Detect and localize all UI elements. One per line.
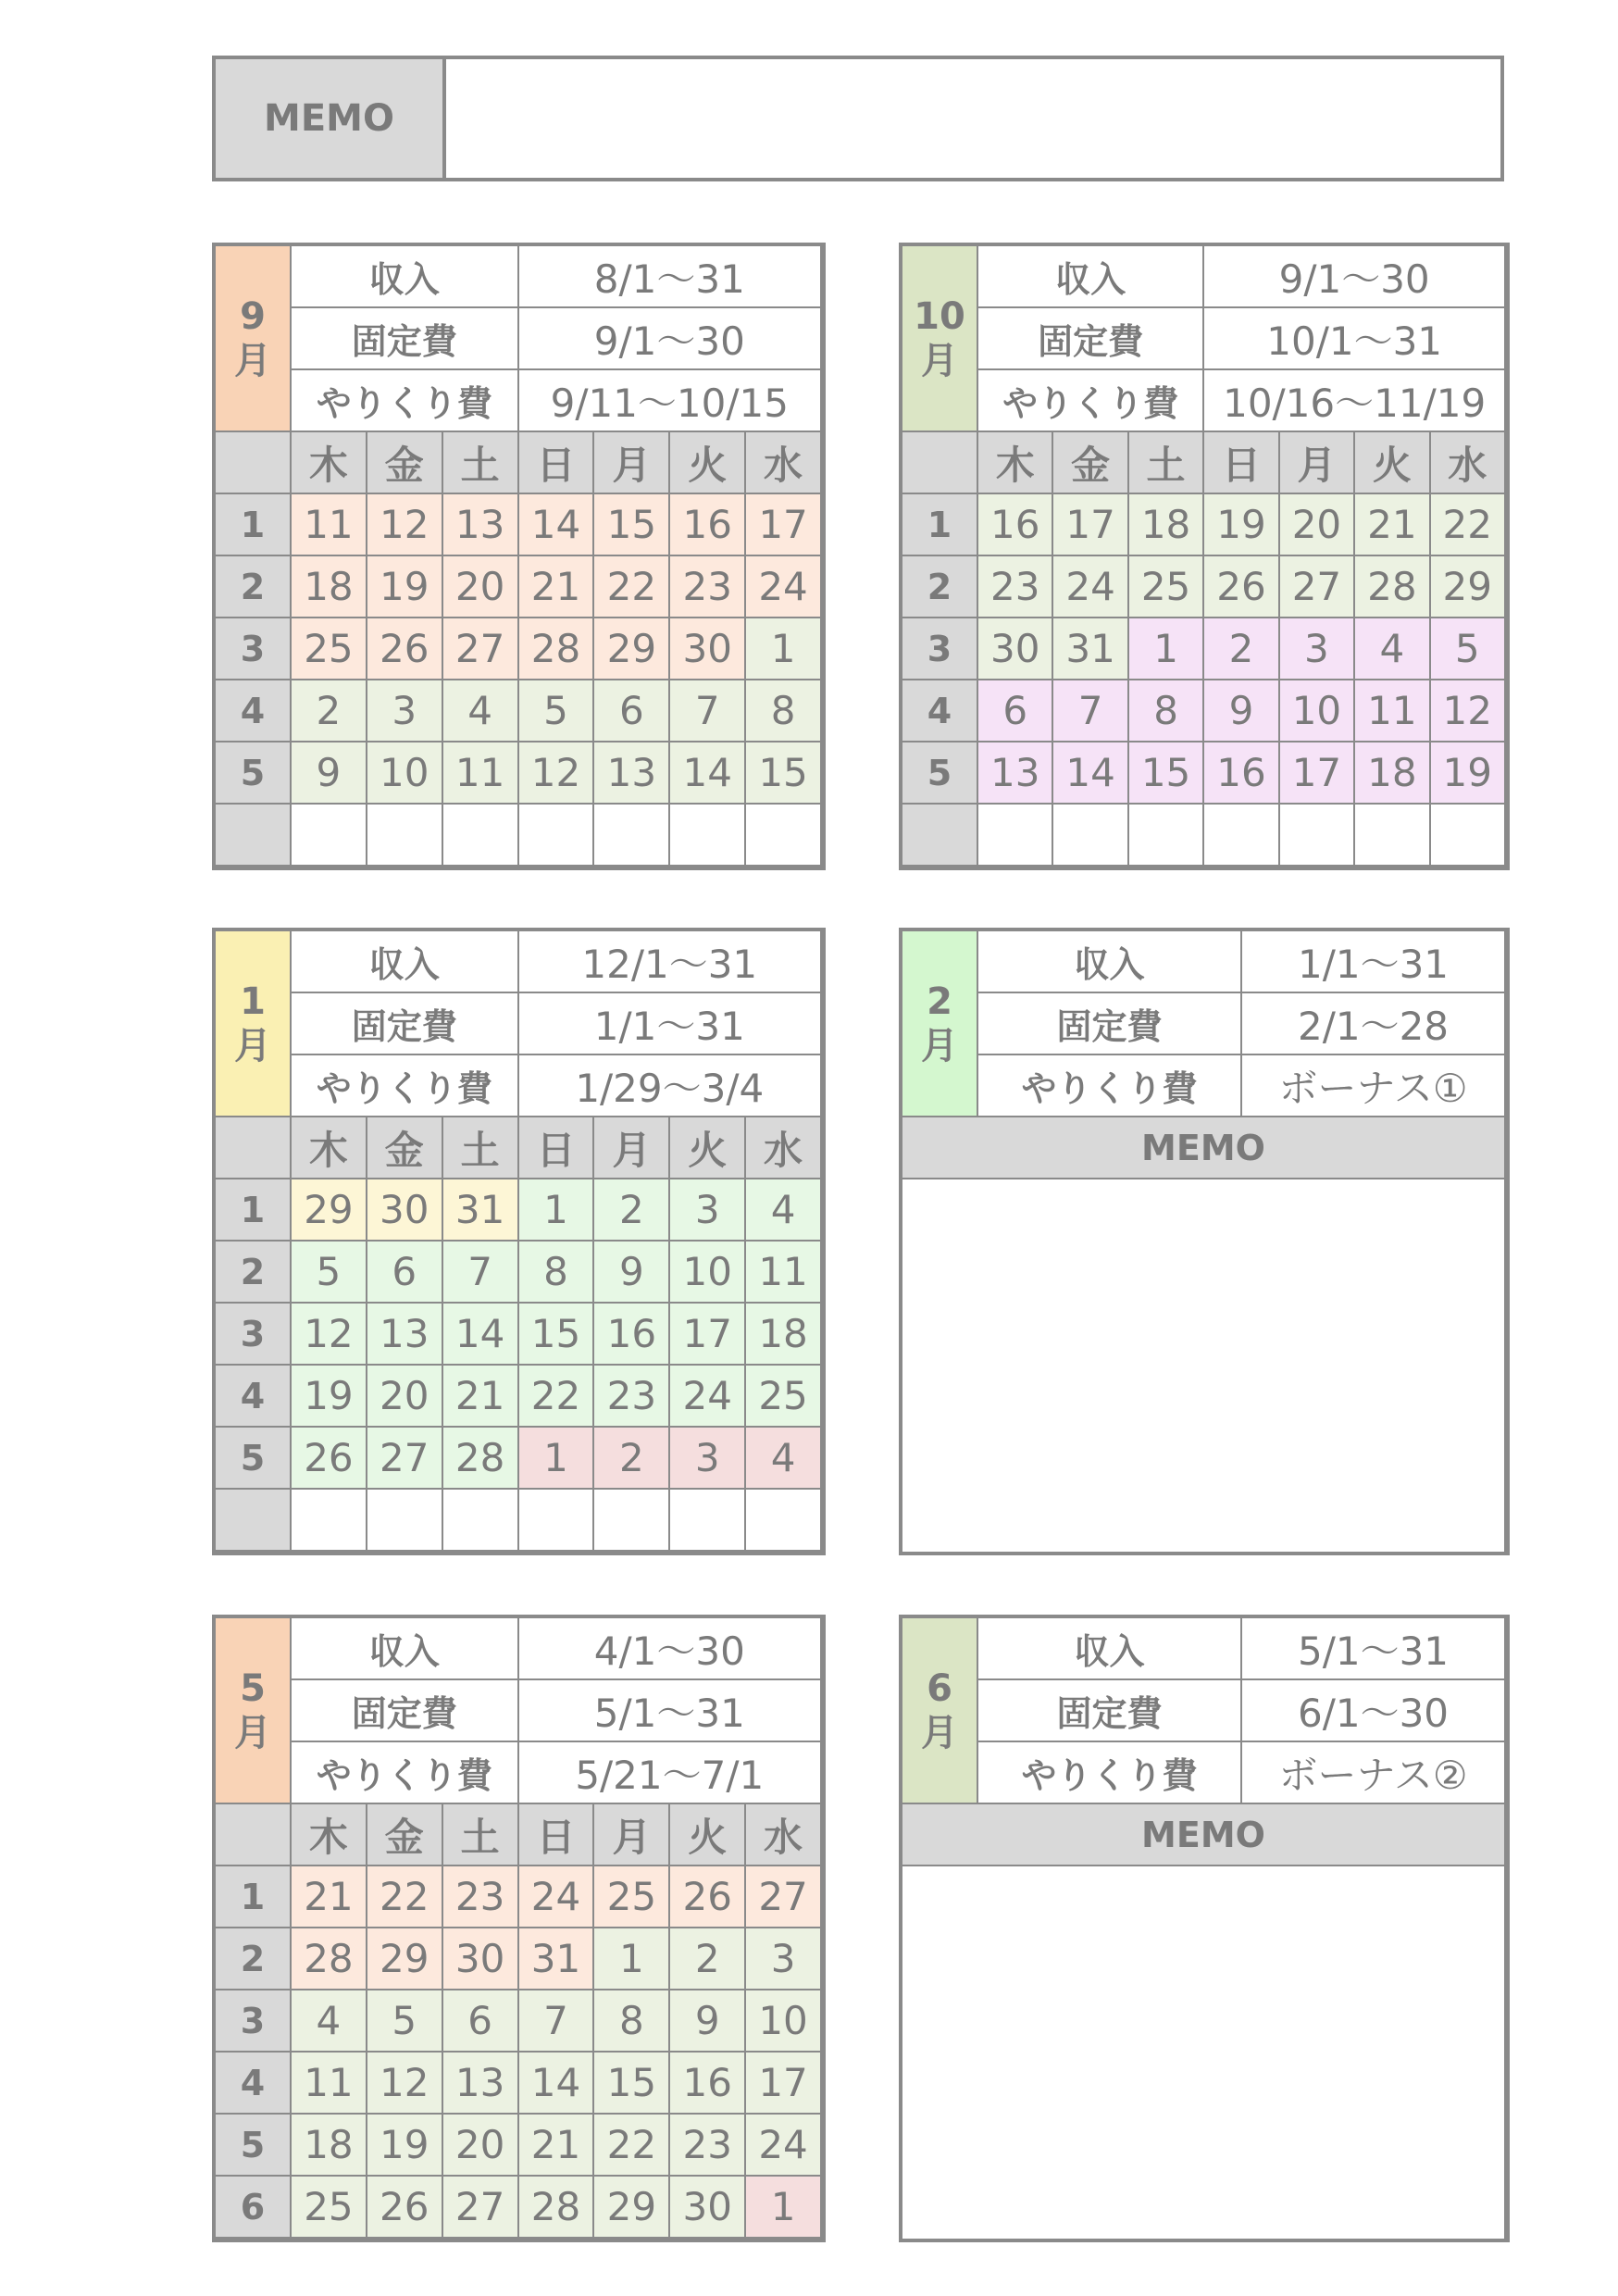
- day-cell[interactable]: [746, 1490, 822, 1552]
- week-number: 6: [216, 2177, 292, 2239]
- day-cell[interactable]: [1280, 805, 1355, 867]
- day-cell[interactable]: 26: [367, 618, 443, 680]
- summary-grid: [902, 931, 1506, 1552]
- day-cell[interactable]: 14: [519, 2053, 595, 2115]
- day-cell[interactable]: 13: [443, 2053, 519, 2115]
- day-cell[interactable]: 19: [1204, 494, 1279, 556]
- day-cell[interactable]: 22: [594, 2115, 670, 2177]
- day-cell[interactable]: 31: [519, 1928, 595, 1990]
- weekday-header: 日: [1204, 432, 1279, 494]
- day-cell[interactable]: 26: [292, 1428, 367, 1490]
- day-cell[interactable]: 20: [1280, 494, 1355, 556]
- day-cell[interactable]: 18: [746, 1304, 822, 1366]
- day-cell[interactable]: 25: [292, 2177, 367, 2239]
- day-cell[interactable]: 27: [746, 1866, 822, 1928]
- info-label: 固定費: [292, 1680, 519, 1742]
- day-cell[interactable]: 12: [519, 742, 595, 805]
- day-cell[interactable]: 3: [746, 1928, 822, 1990]
- week-number: 1: [216, 494, 292, 556]
- day-cell[interactable]: [746, 805, 822, 867]
- weekday-header: 日: [519, 1804, 595, 1866]
- day-cell[interactable]: 9: [670, 1990, 746, 2053]
- summary-grid: [902, 1618, 1506, 2239]
- day-cell[interactable]: 15: [594, 2053, 670, 2115]
- day-cell[interactable]: 18: [1355, 742, 1430, 805]
- day-cell[interactable]: 27: [443, 618, 519, 680]
- week-number: 3: [902, 618, 978, 680]
- day-cell[interactable]: 9: [1204, 680, 1279, 742]
- info-value: 5/21〜7/1: [519, 1742, 822, 1804]
- day-cell[interactable]: 5: [519, 680, 595, 742]
- info-value: 12/1〜31: [519, 931, 822, 993]
- day-cell[interactable]: 26: [1204, 556, 1279, 618]
- info-label: やりくり費: [978, 1055, 1242, 1117]
- day-cell[interactable]: 17: [670, 1304, 746, 1366]
- day-cell[interactable]: 6: [367, 1242, 443, 1304]
- week-number: 2: [902, 556, 978, 618]
- day-cell[interactable]: 7: [519, 1990, 595, 2053]
- day-cell[interactable]: [519, 1490, 595, 1552]
- day-cell[interactable]: 21: [1355, 494, 1430, 556]
- day-cell[interactable]: [670, 805, 746, 867]
- day-cell[interactable]: 7: [670, 680, 746, 742]
- week-number: 3: [216, 1304, 292, 1366]
- month-unit: 月: [921, 1024, 958, 1067]
- day-cell[interactable]: 25: [746, 1366, 822, 1428]
- week-number: 3: [216, 618, 292, 680]
- day-cell[interactable]: [1204, 805, 1279, 867]
- day-cell[interactable]: 12: [367, 494, 443, 556]
- day-cell[interactable]: 11: [292, 494, 367, 556]
- info-label: やりくり費: [978, 370, 1204, 432]
- day-cell[interactable]: 11: [1355, 680, 1430, 742]
- day-cell[interactable]: 29: [292, 1179, 367, 1242]
- day-cell[interactable]: 12: [292, 1304, 367, 1366]
- weekday-header: 土: [1129, 432, 1204, 494]
- month-label: [902, 246, 978, 432]
- week-number: 4: [216, 1366, 292, 1428]
- day-cell[interactable]: 26: [367, 2177, 443, 2239]
- day-cell[interactable]: 31: [1053, 618, 1128, 680]
- day-cell[interactable]: 19: [367, 2115, 443, 2177]
- weekday-header: 日: [519, 1117, 595, 1179]
- day-cell[interactable]: 31: [443, 1179, 519, 1242]
- info-label: やりくり費: [292, 1055, 519, 1117]
- day-cell[interactable]: [367, 1490, 443, 1552]
- day-cell[interactable]: 28: [519, 2177, 595, 2239]
- day-cell[interactable]: 16: [594, 1304, 670, 1366]
- week-number: 2: [216, 1928, 292, 1990]
- day-cell[interactable]: [443, 1490, 519, 1552]
- month-unit: 月: [921, 1711, 958, 1754]
- weekday-header: 火: [1355, 432, 1430, 494]
- week-number: [216, 1490, 292, 1552]
- memo-header: MEMO: [902, 1117, 1506, 1179]
- week-number: 5: [216, 742, 292, 805]
- weekday-header: 水: [1431, 432, 1506, 494]
- day-cell[interactable]: 24: [1053, 556, 1128, 618]
- week-number: 3: [216, 1990, 292, 2053]
- month-number: 5: [240, 1666, 266, 1710]
- day-cell[interactable]: 3: [670, 1428, 746, 1490]
- week-number: 5: [216, 2115, 292, 2177]
- weekday-header: 金: [367, 1117, 443, 1179]
- day-cell[interactable]: [670, 1490, 746, 1552]
- day-cell[interactable]: 9: [594, 1242, 670, 1304]
- day-cell[interactable]: 17: [1280, 742, 1355, 805]
- summary-2-month: [899, 928, 1510, 1555]
- day-cell[interactable]: 21: [443, 1366, 519, 1428]
- day-cell[interactable]: 23: [594, 1366, 670, 1428]
- weekday-header: 土: [443, 432, 519, 494]
- month-unit: 月: [234, 1024, 271, 1067]
- day-cell[interactable]: 11: [443, 742, 519, 805]
- week-number: 2: [216, 1242, 292, 1304]
- day-cell[interactable]: 14: [443, 1304, 519, 1366]
- weekday-header: 月: [1280, 432, 1355, 494]
- info-value: ボーナス①: [1242, 1055, 1506, 1117]
- day-cell[interactable]: 27: [443, 2177, 519, 2239]
- weekday-header: 木: [292, 1117, 367, 1179]
- weekday-header: 金: [367, 432, 443, 494]
- weekday-header: 土: [443, 1804, 519, 1866]
- week-number: 5: [902, 742, 978, 805]
- day-cell[interactable]: 27: [1280, 556, 1355, 618]
- info-value: ボーナス②: [1242, 1742, 1506, 1804]
- month-label: [216, 1618, 292, 1804]
- summary-6-month: [899, 1615, 1510, 2242]
- day-cell[interactable]: [292, 805, 367, 867]
- calendar-grid: [902, 246, 1506, 867]
- day-cell[interactable]: 18: [1129, 494, 1204, 556]
- day-cell[interactable]: [1431, 805, 1506, 867]
- day-cell[interactable]: 18: [292, 2115, 367, 2177]
- weekday-header: 金: [1053, 432, 1128, 494]
- info-value: 8/1〜31: [519, 246, 822, 308]
- day-cell[interactable]: 29: [1431, 556, 1506, 618]
- month-unit: 月: [234, 1711, 271, 1754]
- weekday-header: 水: [746, 432, 822, 494]
- day-cell[interactable]: 7: [443, 1242, 519, 1304]
- day-cell[interactable]: 13: [443, 494, 519, 556]
- weekday-header: 木: [978, 432, 1053, 494]
- day-cell[interactable]: [594, 805, 670, 867]
- info-value: 9/1〜30: [1204, 246, 1506, 308]
- day-cell[interactable]: 24: [746, 556, 822, 618]
- day-cell[interactable]: 24: [519, 1866, 595, 1928]
- info-label: 収入: [292, 931, 519, 993]
- info-value: 6/1〜30: [1242, 1680, 1506, 1742]
- day-cell[interactable]: 2: [594, 1179, 670, 1242]
- day-cell[interactable]: [1053, 805, 1128, 867]
- weekday-header: 水: [746, 1804, 822, 1866]
- week-number: 4: [216, 2053, 292, 2115]
- day-cell[interactable]: 21: [519, 2115, 595, 2177]
- day-cell[interactable]: [978, 805, 1053, 867]
- weekday-header: 月: [594, 1117, 670, 1179]
- info-value: 2/1〜28: [1242, 993, 1506, 1055]
- day-cell[interactable]: 24: [670, 1366, 746, 1428]
- header-corner: [902, 432, 978, 494]
- day-cell[interactable]: 13: [594, 742, 670, 805]
- day-cell[interactable]: 22: [519, 1366, 595, 1428]
- month-number: 1: [240, 980, 266, 1023]
- day-cell[interactable]: 30: [670, 618, 746, 680]
- day-cell[interactable]: 5: [367, 1990, 443, 2053]
- day-cell[interactable]: 15: [746, 742, 822, 805]
- day-cell[interactable]: 2: [594, 1428, 670, 1490]
- info-label: やりくり費: [978, 1742, 1242, 1804]
- weekday-header: 日: [519, 432, 595, 494]
- day-cell[interactable]: 8: [746, 680, 822, 742]
- day-cell[interactable]: 13: [367, 1304, 443, 1366]
- weekday-header: 金: [367, 1804, 443, 1866]
- week-number: [902, 805, 978, 867]
- day-cell[interactable]: 14: [1053, 742, 1128, 805]
- day-cell[interactable]: 8: [594, 1990, 670, 2053]
- week-number: 1: [216, 1179, 292, 1242]
- info-value: 10/1〜31: [1204, 308, 1506, 370]
- day-cell[interactable]: 2: [292, 680, 367, 742]
- info-label: 収入: [978, 931, 1242, 993]
- day-cell[interactable]: 18: [292, 556, 367, 618]
- info-value: 5/1〜31: [1242, 1618, 1506, 1680]
- weekday-header: 木: [292, 432, 367, 494]
- month-unit: 月: [234, 339, 271, 382]
- day-cell[interactable]: 29: [594, 618, 670, 680]
- day-cell[interactable]: 4: [746, 1179, 822, 1242]
- weekday-header: 土: [443, 1117, 519, 1179]
- day-cell[interactable]: 1: [746, 2177, 822, 2239]
- day-cell[interactable]: 4: [292, 1990, 367, 2053]
- day-cell[interactable]: [1355, 805, 1430, 867]
- day-cell[interactable]: 9: [292, 742, 367, 805]
- info-value: 1/1〜31: [519, 993, 822, 1055]
- month-label: [216, 246, 292, 432]
- day-cell[interactable]: 16: [1204, 742, 1279, 805]
- day-cell[interactable]: 3: [367, 680, 443, 742]
- day-cell[interactable]: 2: [670, 1928, 746, 1990]
- day-cell[interactable]: 19: [1431, 742, 1506, 805]
- day-cell[interactable]: 30: [367, 1179, 443, 1242]
- header-corner: [216, 432, 292, 494]
- calendar-9-month: [212, 243, 826, 870]
- day-cell[interactable]: 11: [746, 1242, 822, 1304]
- day-cell[interactable]: 10: [746, 1990, 822, 2053]
- info-label: 固定費: [292, 308, 519, 370]
- day-cell[interactable]: [443, 805, 519, 867]
- day-cell[interactable]: 6: [594, 680, 670, 742]
- day-cell[interactable]: 15: [1129, 742, 1204, 805]
- week-number: 4: [902, 680, 978, 742]
- day-cell[interactable]: [292, 1490, 367, 1552]
- day-cell[interactable]: 4: [443, 680, 519, 742]
- day-cell[interactable]: 3: [670, 1179, 746, 1242]
- day-cell[interactable]: 17: [746, 494, 822, 556]
- day-cell[interactable]: 24: [746, 2115, 822, 2177]
- month-unit: 月: [921, 339, 958, 382]
- day-cell[interactable]: [367, 805, 443, 867]
- memo-header: MEMO: [902, 1804, 1506, 1866]
- day-cell[interactable]: 10: [1280, 680, 1355, 742]
- day-cell[interactable]: 20: [367, 1366, 443, 1428]
- day-cell[interactable]: 5: [292, 1242, 367, 1304]
- info-label: 固定費: [292, 993, 519, 1055]
- day-cell[interactable]: 15: [519, 1304, 595, 1366]
- day-cell[interactable]: 3: [1280, 618, 1355, 680]
- day-cell[interactable]: 19: [292, 1366, 367, 1428]
- month-label: [902, 931, 978, 1117]
- day-cell[interactable]: 6: [443, 1990, 519, 2053]
- day-cell[interactable]: 16: [670, 2053, 746, 2115]
- day-cell[interactable]: 11: [292, 2053, 367, 2115]
- day-cell[interactable]: 23: [978, 556, 1053, 618]
- day-cell[interactable]: 6: [978, 680, 1053, 742]
- info-label: やりくり費: [292, 370, 519, 432]
- day-cell[interactable]: 27: [367, 1428, 443, 1490]
- info-value: 4/1〜30: [519, 1618, 822, 1680]
- day-cell[interactable]: 16: [978, 494, 1053, 556]
- day-cell[interactable]: 20: [443, 2115, 519, 2177]
- week-number: 1: [902, 494, 978, 556]
- day-cell[interactable]: 1: [1129, 618, 1204, 680]
- day-cell[interactable]: 29: [367, 1928, 443, 1990]
- info-value: 1/29〜3/4: [519, 1055, 822, 1117]
- day-cell[interactable]: 28: [519, 618, 595, 680]
- day-cell[interactable]: [594, 1490, 670, 1552]
- weekday-header: 木: [292, 1804, 367, 1866]
- top-memo-label: MEMO: [216, 59, 446, 178]
- day-cell[interactable]: 7: [1053, 680, 1128, 742]
- day-cell[interactable]: 8: [1129, 680, 1204, 742]
- day-cell[interactable]: 25: [594, 1866, 670, 1928]
- top-memo-box: [212, 56, 1504, 181]
- day-cell[interactable]: 2: [1204, 618, 1279, 680]
- day-cell[interactable]: 20: [443, 556, 519, 618]
- day-cell[interactable]: 21: [519, 556, 595, 618]
- day-cell[interactable]: 28: [292, 1928, 367, 1990]
- info-value: 9/1〜30: [519, 308, 822, 370]
- month-number: 10: [914, 294, 965, 338]
- week-number: 4: [216, 680, 292, 742]
- info-label: 固定費: [978, 308, 1204, 370]
- day-cell[interactable]: 19: [367, 556, 443, 618]
- day-cell[interactable]: 28: [443, 1428, 519, 1490]
- day-cell[interactable]: 26: [670, 1866, 746, 1928]
- day-cell[interactable]: 21: [292, 1866, 367, 1928]
- calendar-1-month: [212, 928, 826, 1555]
- weekday-header: 水: [746, 1117, 822, 1179]
- day-cell[interactable]: 12: [367, 2053, 443, 2115]
- header-corner: [216, 1804, 292, 1866]
- day-cell[interactable]: 30: [670, 2177, 746, 2239]
- day-cell[interactable]: 1: [519, 1179, 595, 1242]
- week-number: 1: [216, 1866, 292, 1928]
- week-number: 5: [216, 1428, 292, 1490]
- info-value: 10/16〜11/19: [1204, 370, 1506, 432]
- month-number: 2: [927, 980, 952, 1023]
- day-cell[interactable]: 14: [670, 742, 746, 805]
- month-label: [216, 931, 292, 1117]
- weekday-header: 月: [594, 1804, 670, 1866]
- info-value: 9/11〜10/15: [519, 370, 822, 432]
- day-cell[interactable]: 16: [670, 494, 746, 556]
- day-cell[interactable]: 30: [443, 1928, 519, 1990]
- weekday-header: 火: [670, 1804, 746, 1866]
- day-cell[interactable]: 13: [978, 742, 1053, 805]
- top-memo-area[interactable]: [446, 59, 1500, 178]
- week-number: [216, 805, 292, 867]
- day-cell[interactable]: 23: [670, 2115, 746, 2177]
- calendar-5-month: [212, 1615, 826, 2242]
- day-cell[interactable]: 4: [1355, 618, 1430, 680]
- weekday-header: 火: [670, 1117, 746, 1179]
- day-cell[interactable]: 4: [746, 1428, 822, 1490]
- day-cell[interactable]: 22: [1431, 494, 1506, 556]
- info-value: 1/1〜31: [1242, 931, 1506, 993]
- weekday-header: 火: [670, 432, 746, 494]
- info-value: 5/1〜31: [519, 1680, 822, 1742]
- info-label: 収入: [292, 1618, 519, 1680]
- day-cell[interactable]: 25: [1129, 556, 1204, 618]
- month-number: 6: [927, 1666, 952, 1710]
- day-cell[interactable]: 1: [746, 618, 822, 680]
- calendar-grid: [216, 931, 822, 1552]
- day-cell[interactable]: 1: [519, 1428, 595, 1490]
- memo-area[interactable]: [902, 1179, 1506, 1552]
- day-cell[interactable]: 17: [746, 2053, 822, 2115]
- day-cell[interactable]: 15: [594, 494, 670, 556]
- day-cell[interactable]: [519, 805, 595, 867]
- week-number: 2: [216, 556, 292, 618]
- info-label: 収入: [292, 246, 519, 308]
- info-label: 固定費: [978, 993, 1242, 1055]
- header-corner: [216, 1117, 292, 1179]
- day-cell[interactable]: 30: [978, 618, 1053, 680]
- day-cell[interactable]: 22: [367, 1866, 443, 1928]
- info-label: 収入: [978, 1618, 1242, 1680]
- day-cell[interactable]: 23: [670, 556, 746, 618]
- day-cell[interactable]: 29: [594, 2177, 670, 2239]
- day-cell[interactable]: 25: [292, 618, 367, 680]
- calendar-10-month: [899, 243, 1510, 870]
- day-cell[interactable]: 10: [670, 1242, 746, 1304]
- month-label: [902, 1618, 978, 1804]
- info-label: 固定費: [978, 1680, 1242, 1742]
- day-cell[interactable]: 23: [443, 1866, 519, 1928]
- day-cell[interactable]: 8: [519, 1242, 595, 1304]
- day-cell[interactable]: 10: [367, 742, 443, 805]
- day-cell[interactable]: 12: [1431, 680, 1506, 742]
- month-number: 9: [240, 294, 266, 338]
- memo-area[interactable]: [902, 1866, 1506, 2239]
- day-cell[interactable]: 1: [594, 1928, 670, 1990]
- day-cell[interactable]: [1129, 805, 1204, 867]
- day-cell[interactable]: 14: [519, 494, 595, 556]
- calendar-grid: [216, 1618, 822, 2239]
- day-cell[interactable]: 22: [594, 556, 670, 618]
- info-label: 収入: [978, 246, 1204, 308]
- info-label: やりくり費: [292, 1742, 519, 1804]
- day-cell[interactable]: 17: [1053, 494, 1128, 556]
- day-cell[interactable]: 5: [1431, 618, 1506, 680]
- day-cell[interactable]: 28: [1355, 556, 1430, 618]
- calendar-grid: [216, 246, 822, 867]
- weekday-header: 月: [594, 432, 670, 494]
